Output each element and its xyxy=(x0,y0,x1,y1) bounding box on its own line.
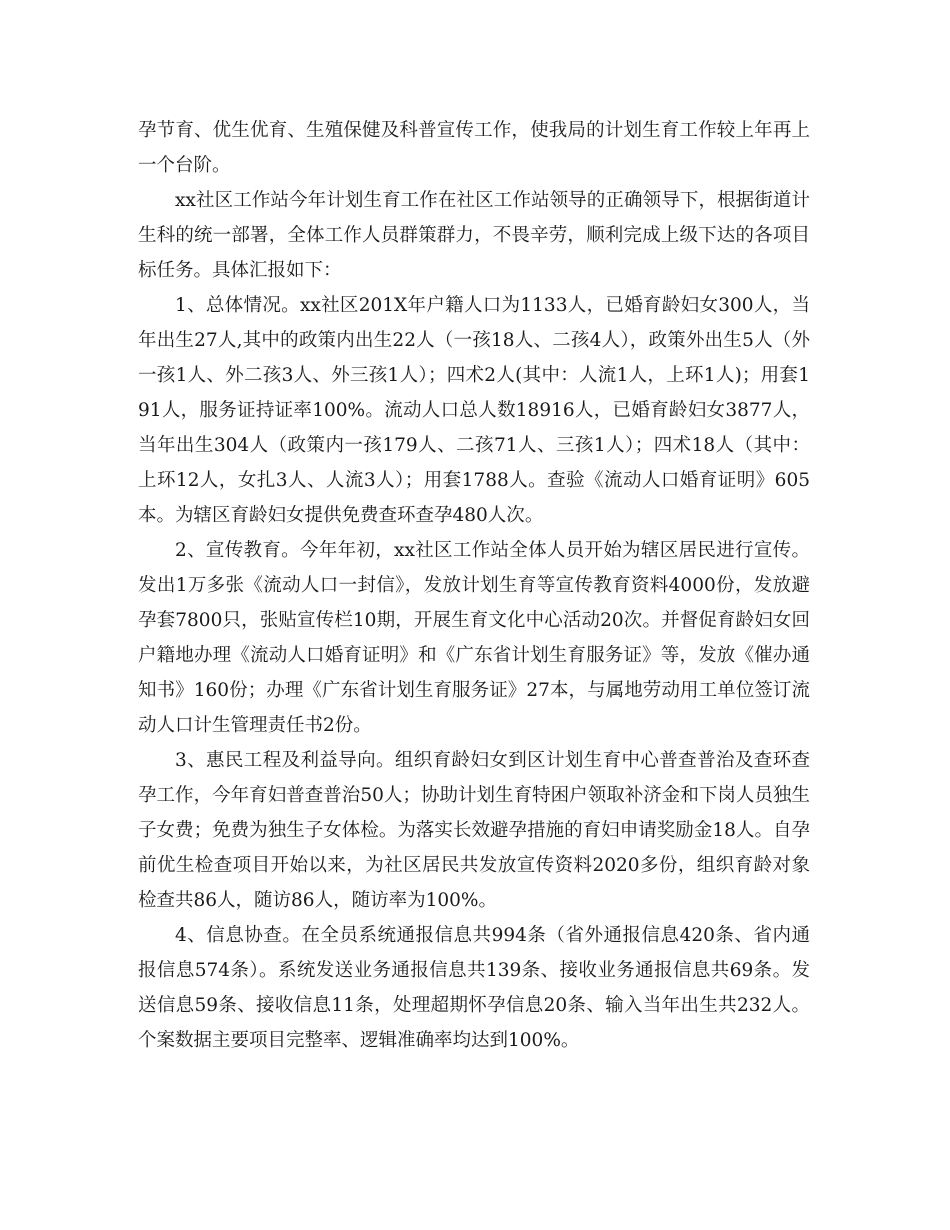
paragraph-summary: xx社区工作站今年计划生育工作在社区工作站领导的正确领导下，根据街道计生科的统一部署，全体工作人员群策群力，不畏辛劳，顺利完成上级下达的各项目标任务。具体汇报如下： xyxy=(138,190,810,281)
paragraph-benefit-project: 3、惠民工程及利益导向。组织育龄妇女到区计划生育中心普查普治及查环查孕工作，今年育妇普查普治50人；协助计划生育特困户领取补济金和下岗人员独生子女费；免费为独生子女体检。为落实长效避孕措施的育妇申请奖励金18人。自孕前优生检查项目开始以来，为社区居民共发放宣传资料2020多份，组织育龄对象检查共86人，随访86人，随访率为100%。 xyxy=(138,750,810,911)
paragraph-intro-continuation: 孕节育、优生优育、生殖保健及科普宣传工作，使我局的计划生育工作较上年再上一个台阶。 xyxy=(138,120,810,176)
paragraph-overall-situation: 1、总体情况。xx社区201X年户籍人口为1133人，已婚育龄妇女300人，当年出生27人,其中的政策内出生22人（一孩18人、二孩4人），政策外出生5人（外一孩1人、外二孩3人、外三孩1人）；四术2人(其中：人流1人，上环1人)；用套191人，服务证持证率100%。流动人口总人数18916人，已婚育龄妇女3877人，当年出生304人（政策内一孩179人、二孩71人、三孩1人）；四术18人（其中：上环12人，女扎3人、人流3人）；用套1788人。查验《流动人口婚育证明》605本。为辖区育龄妇女提供免费查环查孕480人次。 xyxy=(138,295,810,526)
paragraph-info-check: 4、信息协查。在全员系统通报信息共994条（省外通报信息420条、省内通报信息574条）。系统发送业务通报信息共139条、接收业务通报信息共69条。发送信息59条、接收信息11条，处理超期怀孕信息20条、输入当年出生共232人。个案数据主要项目完整率、逻辑准确率均达到100%。 xyxy=(138,925,810,1051)
paragraph-publicity-education: 2、宣传教育。今年年初，xx社区工作站全体人员开始为辖区居民进行宣传。发出1万多张《流动人口一封信》，发放计划生育等宣传教育资料4000份，发放避孕套7800只，张贴宣传栏10期，开展生育文化中心活动20次。并督促育龄妇女回户籍地办理《流动人口婚育证明》和《广东省计划生育服务证》等，发放《催办通知书》160份；办理《广东省计划生育服务证》27本，与属地劳动用工单位签订流动人口计生管理责任书2份。 xyxy=(138,540,810,736)
document-body xyxy=(138,113,810,1058)
